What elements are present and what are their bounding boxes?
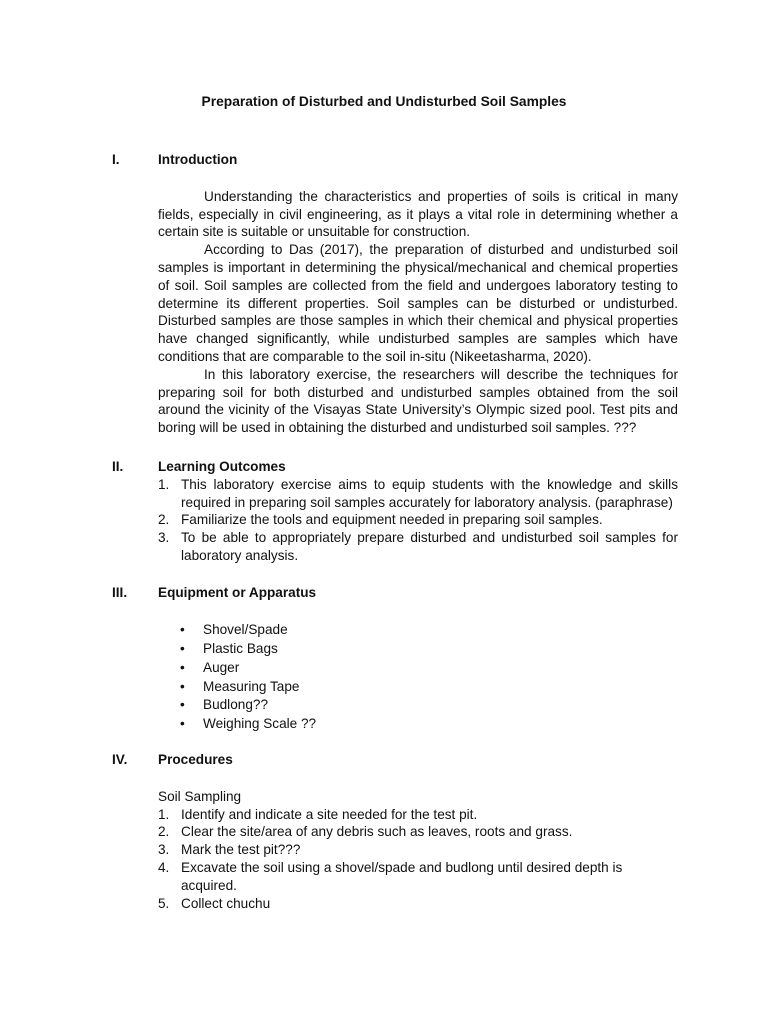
bullet-icon: • — [180, 659, 185, 675]
section-introduction — [112, 151, 678, 437]
section-number: III. — [112, 585, 128, 600]
paragraph: In this laboratory exercise, the researchers will describe the techniques for preparing soil for both disturbed and undisturbed samples obtained from the soil around the vicinity of the Visayas State University’s Olympic sized pool. Test pits and boring will be used in obtaining the disturbed and undisturbed soil samples. ??? — [158, 366, 678, 436]
bullet-icon: • — [180, 697, 185, 713]
bullet-icon: • — [180, 640, 185, 656]
item-number: 3. — [158, 842, 170, 858]
item-number: 3. — [158, 530, 170, 546]
list-item — [158, 659, 678, 678]
document-title: Preparation of Disturbed and Undisturbed Soil Samples — [201, 94, 567, 109]
item-number: 2. — [158, 824, 170, 840]
list-item — [158, 806, 678, 824]
list-item — [158, 715, 678, 734]
section-number: II. — [112, 459, 124, 474]
list-item — [158, 823, 678, 841]
outcomes-list — [158, 476, 678, 565]
item-text: Mark the test pit??? — [181, 842, 301, 858]
list-item — [158, 640, 678, 659]
item-text: Excavate the soil using a shovel/spade and budlong until desired depth is acquired. — [181, 859, 623, 893]
item-text: Familiarize the tools and equipment needed in preparing soil samples. — [181, 512, 603, 528]
item-text: Plastic Bags — [203, 640, 278, 656]
equipment-body — [158, 621, 678, 734]
list-item — [158, 841, 678, 859]
bullet-icon: • — [180, 716, 185, 732]
item-text: Collect chuchu — [181, 895, 271, 911]
item-text: Shovel/Spade — [203, 621, 288, 637]
bullet-icon: • — [180, 678, 185, 694]
item-number: 5. — [158, 895, 170, 911]
list-item — [158, 529, 678, 565]
introduction-body — [158, 188, 678, 437]
list-item — [158, 621, 678, 640]
procedures-body — [158, 788, 678, 913]
procedure-list — [158, 806, 678, 913]
item-number: 2. — [158, 512, 170, 528]
section-heading — [112, 584, 678, 602]
item-text: Identify and indicate a site needed for the test pit. — [181, 806, 478, 822]
section-number: I. — [112, 152, 120, 167]
list-item — [158, 696, 678, 715]
paragraph: Understanding the characteristics and properties of soils is critical in many fields, especially in civil engineering, as it plays a vital role in determining whether a certain site is suitable or unsuitable for construction. — [158, 188, 678, 240]
item-text: Measuring Tape — [203, 678, 300, 694]
section-procedures — [112, 751, 678, 912]
outcomes-body — [158, 476, 678, 565]
list-item — [158, 511, 678, 529]
item-text: To be able to appropriately prepare disturbed and undisturbed soil samples for laboratory analysis. — [181, 530, 678, 563]
paragraph: According to Das (2017), the preparation of disturbed and undisturbed soil samples is important in determining the physical/mechanical and chemical properties of soil. Soil samples are collected from the field and undergoes laboratory testing to determine its different properties. Soil samples can be disturbed or undisturbed. Disturbed samples are those samples in which their chemical and physical properties have changed significantly, while undisturbed samples are samples which have conditions that are comparable to the soil in-situ (Nikeetasharma, 2020). — [158, 242, 678, 364]
equipment-list — [158, 621, 678, 734]
section-title: Learning Outcomes — [158, 459, 286, 474]
subheading: Soil Sampling — [158, 788, 242, 804]
item-text: Weighing Scale ?? — [203, 716, 317, 732]
section-title: Procedures — [158, 752, 233, 767]
item-text: This laboratory exercise aims to equip students with the knowledge and skills required in preparing soil samples accurately for laboratory analysis. (paraphrase) — [181, 476, 678, 510]
item-number: 4. — [158, 859, 170, 875]
section-heading — [112, 458, 678, 476]
bullet-icon: • — [180, 621, 185, 637]
item-text: Auger — [203, 659, 240, 675]
item-number: 1. — [158, 476, 170, 492]
list-item — [158, 895, 678, 913]
item-text: Clear the site/area of any debris such as leaves, roots and grass. — [181, 824, 573, 840]
section-number: IV. — [112, 752, 128, 767]
section-title: Introduction — [158, 152, 238, 167]
section-title: Equipment or Apparatus — [158, 585, 317, 600]
section-learning-outcomes — [112, 458, 678, 565]
section-heading — [112, 751, 678, 769]
list-item — [158, 678, 678, 697]
item-text: Budlong?? — [203, 697, 269, 713]
list-item — [158, 476, 678, 512]
item-number: 1. — [158, 806, 170, 822]
section-equipment — [112, 584, 678, 734]
section-heading — [112, 151, 678, 169]
list-item — [158, 859, 678, 895]
